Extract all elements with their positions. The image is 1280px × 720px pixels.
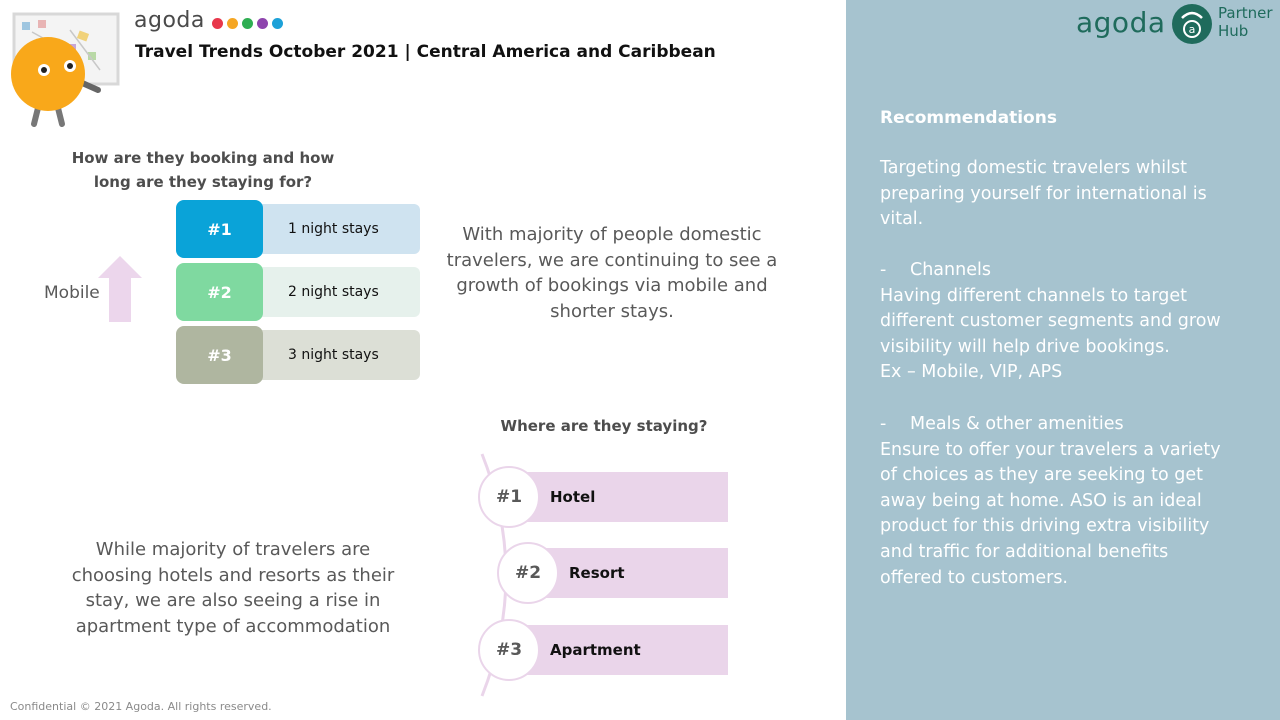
night-stay-rank-row — [176, 326, 420, 384]
recommendation-line: and traffic for additional benefits — [880, 541, 1169, 562]
recommendation-line: Targeting domestic travelers whilst — [880, 158, 1187, 178]
paragraph-line: apartment type of accommodation — [75, 615, 391, 637]
paragraph-line: While majority of travelers are — [95, 539, 371, 560]
confidential-footer: Confidential © 2021 Agoda. All rights reserved. — [10, 700, 272, 713]
accommodation-rank-row — [497, 542, 728, 604]
logo-dot-blue — [272, 18, 283, 29]
accommodation-rank-badge: #2 — [497, 542, 559, 604]
booking-heading — [62, 146, 344, 194]
rank-badge: #2 — [176, 263, 263, 321]
accommodation-rank-row — [478, 619, 728, 681]
recommendation-heading: Meals & other amenities — [910, 414, 1124, 434]
page-title: Travel Trends October 2021 | Central America and Caribbean — [135, 42, 716, 62]
recommendation-line: vital. — [880, 209, 924, 230]
accommodation-rank-row — [478, 466, 728, 528]
booking-insight-paragraph — [438, 222, 786, 324]
recommendation-line: Having different channels to target — [880, 285, 1188, 306]
recommendation-line: of choices as they are seeking to get — [880, 465, 1203, 486]
recommendation-meals — [880, 412, 1252, 591]
paragraph-line: travelers, we are continuing to see a — [446, 249, 778, 271]
rank-badge: #3 — [176, 326, 263, 384]
staying-heading: Where are they staying? — [500, 417, 708, 435]
booking-heading-line: long are they staying for? — [93, 173, 313, 191]
mobile-channel-label: Mobile — [44, 283, 100, 303]
logo-dot-purple — [257, 18, 268, 29]
logo-dot-orange — [227, 18, 238, 29]
partner-hub-label-line: Hub — [1218, 22, 1249, 40]
night-stay-label: 2 night stays — [256, 267, 420, 317]
recommendations-intro — [880, 156, 1252, 233]
partner-logo-text: agoda — [1076, 6, 1166, 39]
night-stay-rank-row — [176, 263, 420, 321]
paragraph-line: With majority of people domestic — [462, 224, 762, 245]
recommendations-title: Recommendations — [880, 108, 1057, 128]
agoda-logo-dots — [212, 18, 283, 29]
partner-hub-label-line: Partner — [1218, 4, 1273, 22]
paragraph-line: choosing hotels and resorts as their — [71, 564, 395, 586]
booking-heading-line: How are they booking and how — [71, 149, 335, 167]
rank-badge: #1 — [176, 200, 263, 258]
partner-hub-badge-glyph — [1172, 4, 1212, 44]
paragraph-line: growth of bookings via mobile and — [456, 275, 768, 296]
paragraph-line: shorter stays. — [550, 300, 674, 322]
agoda-logo-text: agoda — [134, 8, 205, 33]
accommodation-label: Resort — [529, 548, 728, 598]
logo-dot-red — [212, 18, 223, 29]
accommodation-rank-badge: #3 — [478, 619, 540, 681]
accommodation-label: Hotel — [510, 472, 728, 522]
recommendation-line: Ex – Mobile, VIP, APS — [880, 362, 1063, 383]
accommodation-rank-badge: #1 — [478, 466, 540, 528]
recommendation-line: Ensure to offer your travelers a variety — [880, 439, 1221, 460]
recommendation-line: different customer segments and grow — [880, 311, 1221, 332]
recommendation-line: visibility will help drive bookings. — [880, 336, 1170, 357]
agoda-partner-hub-logo — [1076, 4, 1276, 48]
recommendation-heading: Channels — [910, 260, 991, 280]
mascot-illustration — [8, 12, 128, 130]
accommodation-label: Apartment — [510, 625, 728, 675]
recommendation-bullet — [880, 412, 1252, 438]
logo-dot-green — [242, 18, 253, 29]
recommendation-channels — [880, 258, 1252, 386]
recommendation-line: offered to customers. — [880, 567, 1068, 588]
recommendation-line: product for this driving extra visibility — [880, 516, 1210, 537]
paragraph-line: stay, we are also seeing a rise in — [85, 590, 381, 611]
recommendation-bullet — [880, 258, 1252, 284]
partner-hub-label — [1218, 4, 1273, 40]
night-stay-rank-row — [176, 200, 420, 258]
bullet-dash: - — [880, 414, 887, 434]
night-stay-label: 3 night stays — [256, 330, 420, 380]
night-stay-label: 1 night stays — [256, 204, 420, 254]
recommendation-line: preparing yourself for international is — [880, 183, 1207, 204]
partner-hub-badge-letter: a — [1188, 23, 1196, 36]
recommendation-line: away being at home. ASO is an ideal — [880, 490, 1202, 511]
staying-insight-paragraph — [62, 537, 404, 639]
bullet-dash: - — [880, 260, 887, 280]
partner-hub-badge-icon — [1172, 4, 1212, 44]
up-arrow-icon — [98, 256, 142, 322]
